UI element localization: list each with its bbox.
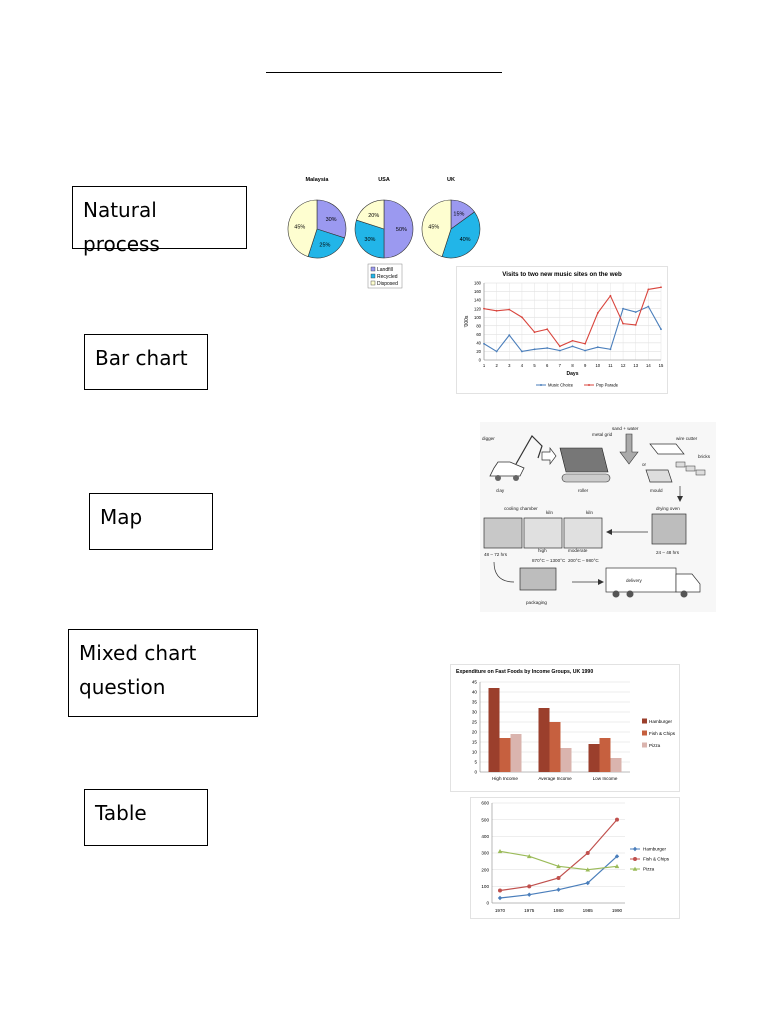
label-or: or — [642, 462, 647, 467]
bar — [539, 708, 550, 772]
y-tick-label: 15 — [471, 739, 477, 745]
y-tick-label: 80 — [476, 323, 481, 329]
x-tick-label: 9 — [583, 363, 587, 368]
bar — [550, 722, 561, 772]
data-point — [584, 350, 586, 352]
data-point — [521, 316, 523, 318]
bar — [489, 688, 500, 772]
y-tick-label: 500 — [481, 817, 489, 823]
label-kiln: kiln — [546, 510, 553, 515]
x-tick-label: 3 — [508, 363, 511, 368]
y-tick-label: 5 — [474, 759, 477, 765]
data-point — [597, 346, 599, 348]
pie-slice-label: 45% — [428, 224, 440, 231]
label-roller: roller — [578, 488, 589, 493]
label-moderate: moderate — [568, 548, 588, 553]
label-box-bar-chart[interactable] — [84, 334, 208, 390]
y-tick-label: 160 — [474, 289, 481, 295]
label-box-map[interactable] — [89, 493, 213, 550]
data-point — [557, 876, 561, 880]
label-packaging: packaging — [526, 600, 547, 605]
data-point — [635, 311, 637, 313]
y-tick-label: 10 — [471, 749, 477, 755]
x-tick-label: 13 — [633, 363, 639, 368]
x-tick-label: 1975 — [524, 908, 535, 913]
label-box-mixed-chart[interactable] — [68, 629, 258, 717]
label-delivery: delivery — [626, 578, 642, 583]
legend-label: Pop Parade — [596, 382, 619, 388]
data-point — [586, 851, 590, 855]
y-tick-label: 25 — [471, 719, 477, 725]
y-tick-label: 30 — [471, 709, 477, 715]
x-tick-label: 8 — [571, 363, 574, 368]
data-point — [527, 884, 531, 888]
pie-slice-label: 25% — [319, 242, 331, 249]
title-underline — [266, 72, 502, 73]
bar — [500, 738, 511, 772]
data-point — [559, 345, 561, 347]
data-point — [610, 348, 612, 350]
legend-swatch — [371, 267, 375, 271]
label-drying-oven: drying oven — [656, 506, 680, 511]
label-kiln: kiln — [586, 510, 593, 515]
legend-swatch — [642, 719, 647, 724]
label-box-table[interactable] — [84, 789, 208, 846]
x-tick-label: 7 — [558, 363, 562, 368]
truck-wheel — [613, 591, 620, 598]
legend-label: Hamburger — [649, 719, 672, 724]
label-map: Map — [100, 505, 143, 529]
y-tick-label: 45 — [471, 679, 477, 685]
fast-food-bar-chart — [450, 664, 680, 792]
legend-label: Landfill — [377, 267, 393, 273]
truck-wheel — [681, 591, 688, 598]
pie-charts-figure — [282, 172, 482, 297]
brick — [676, 462, 685, 467]
data-point — [483, 308, 485, 310]
data-point — [660, 286, 662, 288]
data-point — [534, 348, 536, 350]
x-tick-label: 1980 — [553, 908, 564, 913]
y-tick-label: 0 — [474, 769, 477, 775]
data-point — [647, 289, 649, 291]
metal-grid — [560, 448, 608, 472]
legend-label: Pizza — [643, 866, 655, 872]
y-tick-label: 40 — [476, 340, 481, 346]
data-point — [483, 343, 485, 345]
x-tick-label: 15 — [658, 363, 664, 368]
data-point — [496, 310, 498, 312]
y-axis-label: '000s — [464, 315, 470, 328]
packaging — [520, 568, 556, 590]
brick — [696, 470, 705, 475]
x-tick-label: Average Income — [538, 776, 572, 781]
digger-wheel — [513, 475, 519, 481]
label-sand-water: sand + water — [612, 426, 639, 431]
data-point — [546, 347, 548, 349]
x-axis-label: Days — [566, 371, 579, 377]
bar — [611, 758, 622, 772]
data-point — [496, 351, 498, 353]
label-bar-chart: Bar chart — [95, 346, 188, 370]
legend-label: Hamburger — [643, 846, 666, 852]
y-tick-label: 40 — [471, 689, 477, 695]
legend-marker — [588, 384, 590, 386]
pie-title: UK — [447, 177, 455, 183]
data-point — [633, 857, 637, 861]
pie-slice-label: 30% — [364, 237, 376, 244]
label-cooling-chamber: cooling chamber — [504, 506, 538, 511]
legend-label: Disposed — [377, 281, 398, 287]
y-tick-label: 0 — [486, 900, 489, 906]
x-tick-label: 5 — [533, 363, 536, 368]
label-48-72-hrs: 48 – 72 hrs — [484, 552, 507, 557]
x-tick-label: 10 — [595, 363, 601, 368]
pie-slice-label: 15% — [453, 211, 465, 218]
data-point — [498, 889, 502, 893]
legend-marker — [540, 384, 542, 386]
music-sites-line-chart — [456, 266, 668, 394]
kiln — [564, 518, 602, 548]
y-tick-label: 20 — [471, 729, 477, 735]
data-point — [647, 306, 649, 308]
data-point — [597, 312, 599, 314]
data-point — [635, 324, 637, 326]
data-point — [521, 351, 523, 353]
brick-process-diagram — [480, 422, 716, 612]
cooling-chamber — [484, 518, 522, 548]
pie-slice-label: 50% — [395, 227, 407, 233]
chart-frame — [451, 665, 680, 792]
legend-swatch — [371, 274, 375, 278]
legend-label: Fish & Chips — [649, 731, 676, 736]
y-tick-label: 60 — [476, 331, 481, 337]
x-tick-label: 12 — [620, 363, 626, 368]
pie-title: Malaysia — [305, 177, 329, 183]
label-mixed-chart: Mixed chart question — [79, 641, 197, 699]
y-tick-label: 600 — [481, 800, 489, 806]
y-tick-label: 300 — [481, 850, 489, 856]
data-point — [572, 345, 574, 347]
digger-wheel — [495, 475, 501, 481]
x-tick-label: 1970 — [494, 908, 506, 913]
bar — [561, 748, 572, 772]
x-tick-label: High Income — [492, 776, 518, 781]
y-tick-label: 20 — [476, 349, 481, 355]
x-tick-label: 2 — [495, 363, 498, 368]
data-point — [534, 331, 536, 333]
legend-swatch — [642, 731, 647, 736]
data-point — [615, 818, 619, 822]
data-point — [622, 323, 624, 325]
legend-label: Recycled — [377, 274, 398, 280]
x-tick-label: 11 — [608, 363, 613, 368]
y-tick-label: 35 — [471, 699, 477, 705]
y-tick-label: 0 — [478, 357, 481, 363]
label-natural-process: Natural process — [83, 198, 160, 256]
pie-slice-label: 45% — [294, 224, 306, 231]
legend-label: Pizza — [649, 743, 661, 748]
y-tick-label: 100 — [481, 883, 489, 889]
label-200-980: 200°C – 980°C — [568, 558, 599, 563]
x-tick-label: Low Income — [592, 776, 618, 781]
bar — [600, 738, 611, 772]
label-24-48-hrs: 24 – 48 hrs — [656, 550, 679, 555]
data-point — [572, 340, 574, 342]
fast-food-line-chart — [470, 797, 680, 919]
bar — [589, 744, 600, 772]
kiln — [524, 518, 562, 548]
pie-slice-label: 40% — [459, 237, 471, 244]
pie-slice-label: 30% — [325, 216, 337, 223]
mould — [646, 470, 672, 482]
brick — [686, 466, 695, 471]
x-tick-label: 1 — [482, 363, 486, 368]
label-table: Table — [95, 801, 147, 825]
label-high: high — [538, 548, 547, 553]
x-tick-label: 4 — [520, 363, 524, 368]
label-mould: mould — [650, 488, 663, 493]
x-tick-label: 1990 — [611, 908, 623, 913]
bar — [511, 734, 522, 772]
pie-slice-label: 20% — [368, 212, 380, 219]
data-point — [559, 350, 561, 352]
y-tick-label: 200 — [481, 867, 489, 873]
y-tick-label: 100 — [474, 314, 481, 320]
y-tick-label: 120 — [474, 306, 481, 312]
label-box-natural-process[interactable] — [72, 186, 247, 256]
label-digger: digger — [482, 436, 495, 441]
legend-swatch — [371, 281, 375, 285]
data-point — [508, 309, 510, 311]
label-wire-cutter: wire cutter — [676, 436, 698, 441]
label-metal-grid: metal grid — [592, 432, 613, 437]
x-tick-label: 14 — [646, 363, 651, 368]
legend-label: Fish & Chips — [643, 856, 670, 862]
pie-title: USA — [378, 177, 390, 183]
legend-swatch — [642, 743, 647, 748]
y-tick-label: 180 — [474, 280, 481, 286]
roller — [562, 474, 610, 482]
label-bricks: bricks — [698, 454, 710, 459]
y-tick-label: 400 — [481, 833, 489, 839]
chart-title: Visits to two new music sites on the web — [502, 271, 622, 278]
chart-title: Expenditure on Fast Foods by Income Groups, UK 1990 — [456, 669, 594, 675]
x-tick-label: 1985 — [582, 908, 593, 913]
data-point — [622, 308, 624, 310]
legend-label: Music Choice — [548, 382, 574, 388]
y-tick-label: 140 — [474, 297, 481, 303]
data-point — [660, 328, 662, 330]
data-point — [508, 334, 510, 336]
truck-wheel — [627, 591, 634, 598]
data-point — [584, 343, 586, 345]
label-clay: clay — [496, 488, 505, 493]
data-point — [546, 328, 548, 330]
drying-oven — [652, 514, 686, 544]
label-870-1300: 870°C – 1300°C — [532, 558, 566, 563]
x-tick-label: 6 — [546, 363, 549, 368]
data-point — [610, 295, 612, 297]
